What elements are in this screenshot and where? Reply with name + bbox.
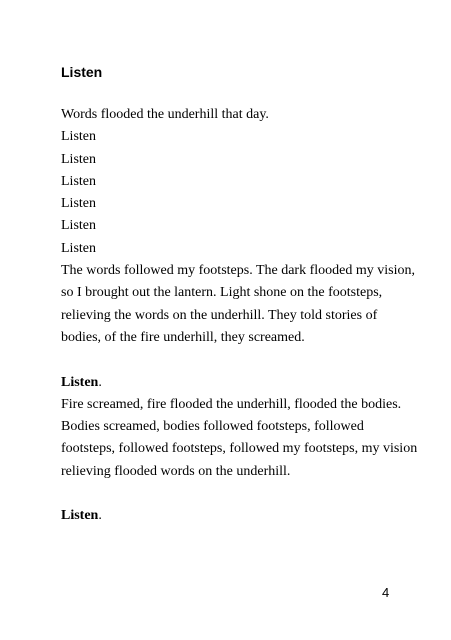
paragraph-line: so I brought out the lantern. Light shone on the footsteps, (61, 285, 383, 301)
blank-line (61, 483, 421, 505)
repeated-line: Listen (61, 173, 96, 189)
section-heading-punct: . (98, 374, 102, 390)
closing-punct: . (98, 508, 102, 524)
repeated-line: Listen (61, 129, 96, 145)
paragraph-line: Fire screamed, fire flooded the underhill, flooded the bodies. (61, 396, 402, 412)
repeated-line: Listen (61, 151, 96, 167)
opening-line: Words flooded the underhill that day. (61, 107, 269, 122)
closing-line (61, 505, 421, 527)
repeated-line: Listen (61, 196, 96, 212)
repeated-line: Listen (61, 218, 96, 234)
paragraph-line: relieving flooded words on the underhill. (61, 463, 291, 479)
blank-line (61, 349, 421, 371)
section-heading-word: Listen (61, 374, 99, 390)
page-title: Listen (61, 64, 103, 80)
section-heading (61, 372, 421, 394)
paragraph-line: relieving the words on the underhill. They told stories of (61, 307, 378, 323)
paragraph-line: bodies, of the fire underhill, they screamed. (61, 329, 305, 345)
paragraph-line: footsteps, followed footsteps, followed my footsteps, my vision (61, 441, 418, 457)
repeated-line: Listen (61, 240, 96, 256)
poem-body (61, 104, 421, 528)
paragraph-line: The words followed my footsteps. The dark flooded my vision, (61, 263, 415, 279)
paragraph-line: Bodies screamed, bodies followed footsteps, followed (61, 419, 364, 435)
page-number: 4 (382, 585, 390, 600)
closing-word: Listen (61, 508, 99, 524)
